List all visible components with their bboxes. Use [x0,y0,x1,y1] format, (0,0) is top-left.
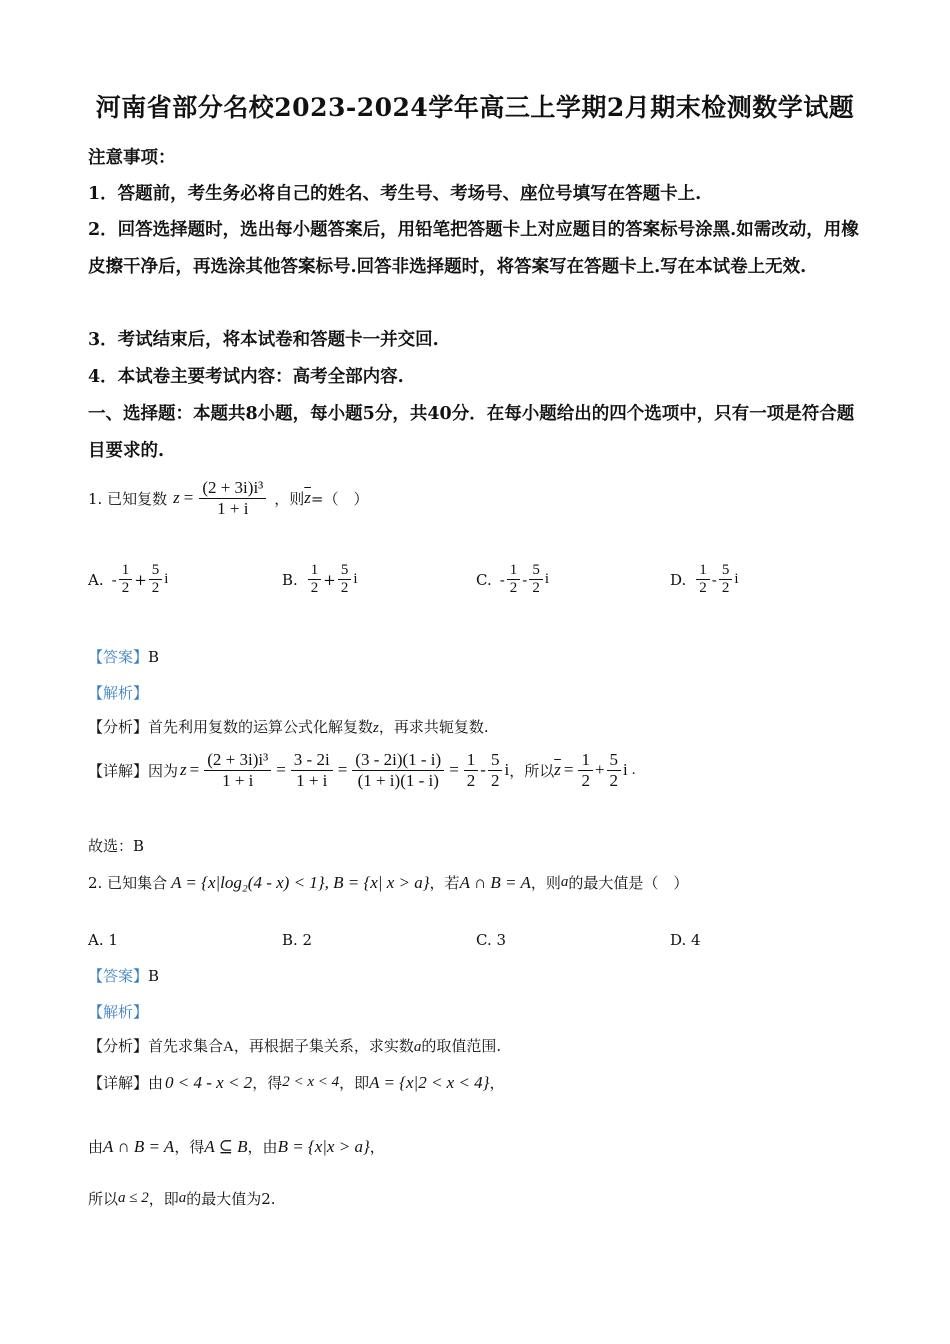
q2-detail-3 [88,1188,276,1209]
option-den-1: 2 [699,580,707,597]
q1-prefix: 1. 已知复数 [88,489,168,508]
q2-set-b: , B = {x| x > a} [324,872,430,892]
detail-by: ，由 [247,1138,278,1156]
option-den-1: 2 [310,580,319,597]
detail-get: ，得 [174,1138,205,1156]
option-den-2: 2 [151,580,160,597]
detail-eq-3: = [337,760,348,780]
answer-label: 【答案】 [88,967,149,985]
detail-var: a [178,1190,187,1206]
q1-analysis-label: 【解析】 [88,684,149,702]
option-den-1: 2 [509,580,518,597]
frac-num: 5 [488,750,503,771]
detail-plus: + [594,760,605,780]
analysis-var: z [373,720,379,736]
option-imag-unit: i [734,571,739,588]
option-num-1: 1 [696,562,710,580]
option-letter: C. [476,570,492,589]
frac-den: 2 [490,770,500,790]
q2-option-d[interactable]: D. 4 [670,931,701,949]
q2-set-a: A = {x|log₂(4 - x) < 1} [171,872,325,892]
q2-mid: ，若 [429,874,460,892]
q1-option-c[interactable] [476,562,549,598]
detail-eq-4: = [449,760,459,780]
option-num-1: 1 [119,562,133,580]
option-sign: - [499,570,505,589]
q2-var-a: a [560,874,569,890]
detail-end: ， [489,1074,505,1092]
detail-result: 2 < x < 4 [282,1074,340,1090]
detail-prefix: 由 [148,1074,164,1092]
question-1-stem [88,478,368,518]
q1-mid: ，则 [274,489,305,508]
frac-den: 1 + i [296,770,328,790]
q1-option-d[interactable] [670,562,739,598]
q1-z: z [173,488,180,508]
analysis-text: 首先利用复数的运算公式化解复数 [148,718,374,736]
answer-label: 【答案】 [88,648,149,666]
option-den-2: 2 [340,580,349,597]
frac-den: 1 + i [222,770,254,790]
section-heading: 一、选择题：本题共8小题，每小题5分，共40分．在每小题给出的四个选项中，只有一项是符合题目要求的. [88,404,855,461]
q1-conclusion: 故选：B [88,837,145,855]
detail-fraction-7 [607,750,622,790]
option-letter: D. [670,570,687,589]
frac-den: 2 [609,770,619,790]
detail-eq-5: = [563,760,574,780]
analysis-label: 【分析】 [88,718,149,736]
detail-eq-1: = [189,760,200,780]
detail-prefix: 因为 [148,761,179,780]
detail-end: . [631,761,636,778]
q1-zbar: $\overline{z}$ [304,488,311,508]
q2-condition: A ∩ B = A [459,872,531,892]
option-fraction-1 [119,562,133,598]
answer-value: B [148,648,160,666]
frac-den: 2 [466,770,476,790]
note-2: 2．回答选择题时，选出每小题答案后，用铅笔把答题卡上对应题目的答案标号涂黑.如需改动，用橡皮擦干净后，再选涂其他答案标号.回答非选择题时，将答案写在答题卡上.写在本试卷上无效. [88,220,859,277]
option-letter: B. [282,570,298,589]
question-2-stem [88,872,688,893]
detail-prefix: 由 [88,1138,104,1156]
option-num-2: 5 [529,562,543,580]
detail-so: ，所以 [509,761,555,780]
detail-condition: A ∩ B = A [103,1136,175,1156]
q1-option-a[interactable] [88,562,168,598]
option-fraction-2 [338,562,352,598]
option-num-1: 1 [308,562,322,580]
detail-subset: A ⊆ B [204,1136,248,1156]
option-fraction-2 [529,562,543,598]
option-num-1: 1 [507,562,521,580]
notes-heading: 注意事项： [88,148,176,168]
analysis-text: 首先求集合 [148,1037,224,1055]
q1-answer [88,646,159,667]
q2-answer [88,965,159,986]
q2-analysis-label: 【解析】 [88,1003,149,1021]
frac-num: 5 [607,750,622,771]
note-3: 3．考试结束后，将本试卷和答题卡一并交回. [88,330,439,350]
q2-option-c[interactable]: C. 3 [476,931,507,949]
option-den-1: 2 [121,580,130,597]
detail-label: 【详解】 [88,761,149,780]
option-num-2: 5 [719,562,733,580]
q1-fraction-num: (2 + 3i)i³ [199,478,266,499]
detail-ie: ，即 [339,1074,370,1092]
option-operator: - [522,570,528,589]
analysis-set: A [223,1039,234,1055]
option-fraction-1 [696,562,710,598]
detail-prefix: 所以 [88,1190,119,1208]
q2-tail-2: 的最大值是（ ） [568,874,689,892]
analysis-tail: ，再求共轭复数. [378,718,489,736]
q2-option-a[interactable]: A. 1 [88,931,118,949]
option-imag-unit: i [164,571,169,588]
detail-inequality: a ≤ 2 [118,1190,149,1206]
q2-detail-2 [88,1136,385,1157]
detail-fraction-5 [488,750,503,790]
option-operator: + [134,570,147,589]
detail-z: z [180,760,187,780]
detail-imag-unit: i [504,760,510,780]
analysis-mid: ，再根据子集关系，求实数 [233,1037,414,1055]
q2-option-b[interactable]: B. 2 [282,931,313,949]
option-den-2: 2 [721,580,730,597]
q2-analysis [88,1035,501,1056]
q1-fraction [199,478,266,518]
option-num-2: 5 [149,562,163,580]
option-letter: A. [88,570,104,589]
note-1: 1．答题前，考生务必将自己的姓名、考生号、考场号、座位号填写在答题卡上. [88,184,702,204]
detail-eq-2: = [276,760,286,780]
q1-analysis [88,716,489,737]
detail-fraction-2 [291,750,333,790]
option-operator: + [323,570,336,589]
detail-tail: 的最大值为2. [186,1190,276,1208]
option-operator: - [711,570,717,589]
detail-minus: - [480,760,486,780]
q2-prefix: 2. 已知集合 [88,874,168,892]
note-4: 4．本试卷主要考试内容：高考全部内容. [88,367,404,387]
frac-den: (1 + i)(1 - i) [357,770,439,790]
detail-imag-unit-2: i [623,760,628,780]
q1-fraction-den: 1 + i [217,498,249,518]
detail-set: A = {x|2 < x < 4} [369,1072,490,1092]
option-fraction-1 [308,562,322,598]
detail-fraction-4 [464,750,479,790]
option-imag-unit: i [544,571,550,588]
frac-num: (2 + 3i)i³ [204,750,271,771]
frac-num: 1 [578,750,593,771]
detail-fraction-1 [204,750,271,790]
frac-num: (3 - 2i)(1 - i) [352,750,444,771]
option-fraction-1 [507,562,521,598]
option-den-2: 2 [532,580,540,597]
q1-option-b[interactable] [282,562,358,598]
detail-get: ，得 [252,1074,283,1092]
frac-num: 3 - 2i [291,750,333,771]
q2-detail-1 [88,1072,505,1093]
analysis-tail: 的取值范围. [421,1037,502,1055]
frac-den: 2 [581,770,590,790]
option-num-2: 5 [338,562,352,580]
q1-tail: =（ ） [310,489,369,508]
detail-fraction-6 [578,750,593,790]
detail-inequality: 0 < 4 - x < 2 [165,1072,253,1092]
option-sign: - [111,570,117,589]
option-imag-unit: i [353,571,358,588]
q1-eq: = [183,488,194,508]
detail-zbar: $\overline{z}$ [554,760,561,780]
option-fraction-2 [149,562,163,598]
page-title: 河南省部分名校2023-2024学年高三上学期2月期末检测数学试题 [95,93,855,122]
detail-set: B = {x|x > a} [277,1136,370,1156]
q1-detail [88,750,636,790]
q2-tail-1: ，则 [530,874,561,892]
option-fraction-2 [719,562,733,598]
analysis-label: 【分析】 [88,1037,149,1055]
frac-num: 1 [464,750,479,771]
analysis-var: a [413,1039,422,1055]
detail-end: ， [369,1138,385,1156]
detail-label: 【详解】 [88,1074,149,1092]
answer-value: B [148,967,160,985]
detail-mid: ，即 [148,1190,179,1208]
detail-fraction-3 [352,750,444,790]
